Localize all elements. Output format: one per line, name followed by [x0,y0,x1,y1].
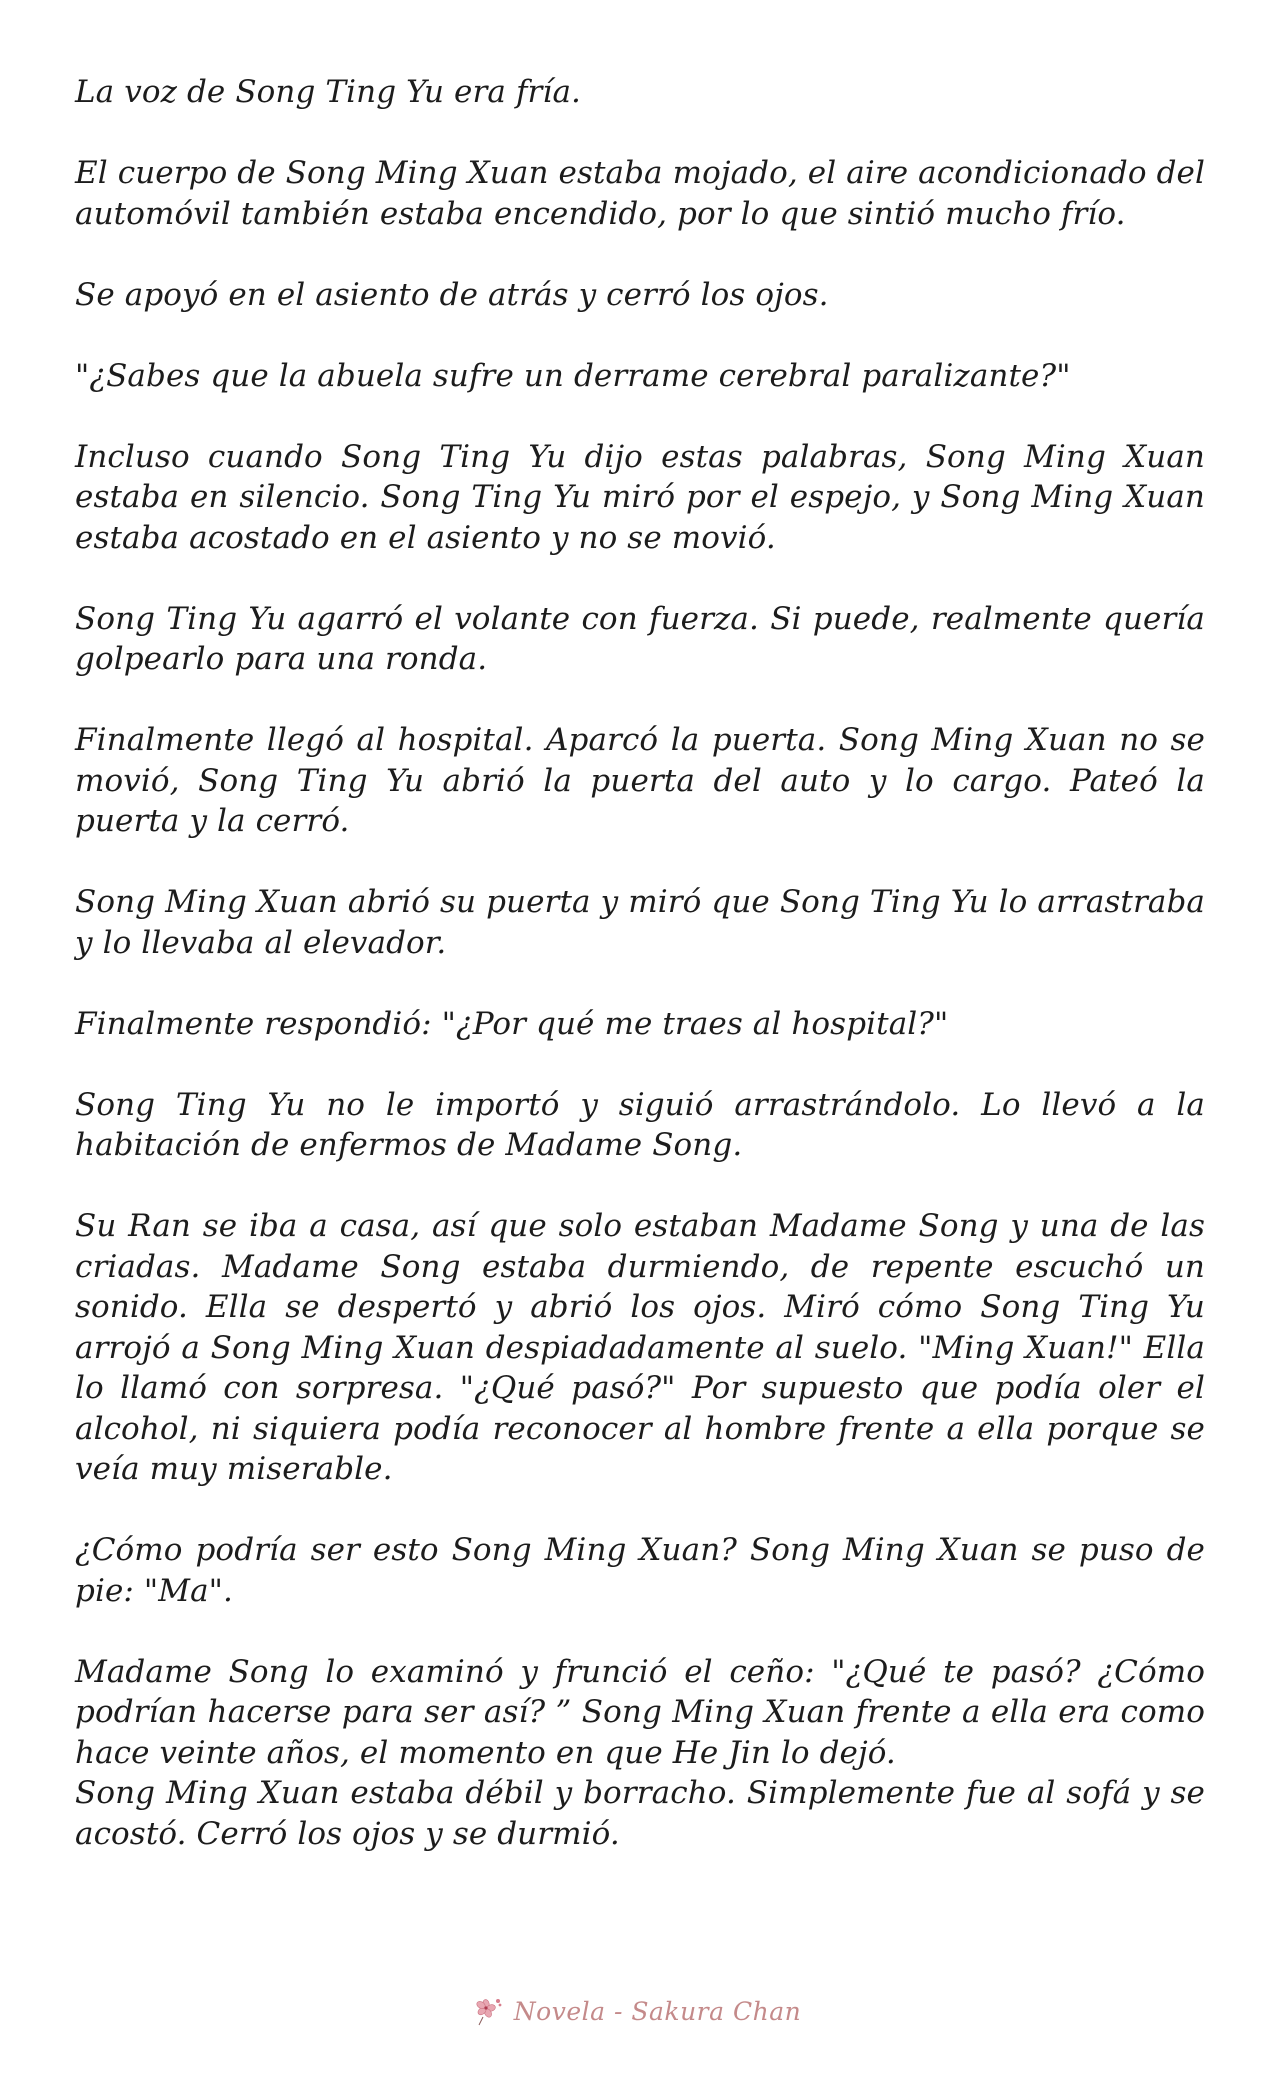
footer-watermark [0,1995,1275,2027]
paragraph: Finalmente llegó al hospital. Aparcó la puerta. Song Ming Xuan no se movió, Song Ting Yu abrió la puerta del auto y lo cargo. Pateó la puerta y la cerró. [75,722,1205,839]
paragraph: Madame Song lo examinó y frunció el ceño: "¿Qué te pasó? ¿Cómo podrían hacerse para ser así? ” Song Ming Xuan frente a ella era como hace veinte años, el momento en que He Jin lo dejó. [75,1653,1205,1771]
paragraph: Song Ming Xuan estaba débil y borracho. Simplemente fue al sofá y se acostó. Cerró los ojos y se durmió. [75,1775,1205,1852]
paragraph: El cuerpo de Song Ming Xuan estaba mojado, el aire acondicionado del automóvil también estaba encendido, por lo que sintió mucho frío. [75,155,1205,232]
paragraph: ¿Cómo podría ser esto Song Ming Xuan? Song Ming Xuan se puso de pie: "Ma". [75,1532,1205,1609]
chapter-body [75,72,1205,1854]
paragraph: Finalmente respondió: "¿Por qué me traes al hospital?" [75,1005,949,1042]
sakura-flower-icon [474,1995,506,2027]
paragraph: La voz de Song Ting Yu era fría. [75,74,581,110]
paragraph: Su Ran se iba a casa, así que solo estaban Madame Song y una de las criadas. Madame Song estaba durmiendo, de repente escuchó un sonido. Ella se despertó y abrió los ojos. Miró cómo Song Ting Yu arrojó a Song Ming Xuan despiadadamente al suelo. "Ming Xuan!" Ella lo llamó con sorpresa. "¿Qué pasó?" Por supuesto que podía oler el alcohol, ni siquiera podía reconocer al hombre frente a ella porque se veía muy miserable. [75,1208,1205,1487]
paragraph: Song Ting Yu no le importó y siguió arrastrándolo. Lo llevó a la habitación de enfermos de Madame Song. [75,1086,1205,1163]
paragraph: Incluso cuando Song Ting Yu dijo estas palabras, Song Ming Xuan estaba en silencio. Song Ting Yu miró por el espejo, y Song Ming Xuan estaba acostado en el asiento y no se movió. [75,438,1205,556]
paragraph: "¿Sabes que la abuela sufre un derrame cerebral paralizante?" [75,357,1071,394]
paragraph: Song Ming Xuan abrió su puerta y miró que Song Ting Yu lo arrastraba y lo llevaba al elevador. [75,884,1205,961]
paragraph: Song Ting Yu agarró el volante con fuerza. Si puede, realmente quería golpearlo para una ronda. [75,600,1205,677]
footer-brand: Novela - Sakura Chan [513,1996,802,2026]
paragraph: Se apoyó en el asiento de atrás y cerró los ojos. [75,276,829,313]
